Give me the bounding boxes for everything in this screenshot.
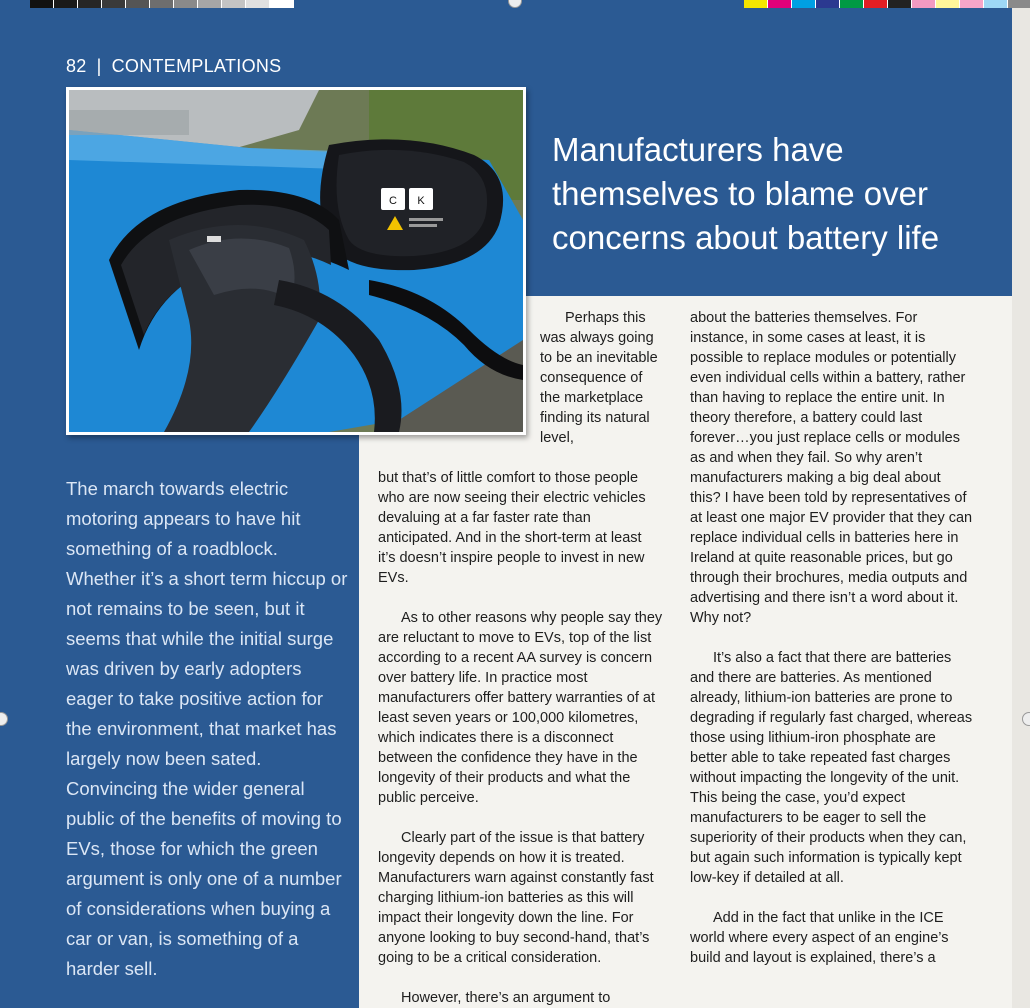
- column1-para2: As to other reasons why people say they are reluctant to move to EVs, top of the list according to a recent AA survey is concern over battery life. In practice most manufacturers offer battery warranties of at least seven years or 100,000 kilometres, which indicates there is a disconnect between the confidence they have in the longevity of their products and what the public perceive.: [378, 610, 663, 806]
- page-edge: [1012, 0, 1030, 1008]
- column2-para2: It’s also a fact that there are batteries and there are batteries. As mentioned already, lithium-ion batteries are prone to degrading if regularly fast charged, whereas those using lithium-iron phosphate are better able to take repeated fast charges without impacting the longevity of the unit. This being the case, you’d expect manufacturers to be eager to sell the superiority of their products when they can, but again such information is typically kept low-key if detailed at all.: [690, 650, 973, 886]
- header-separator: |: [96, 56, 102, 76]
- badge-k-text: K: [417, 195, 425, 207]
- badge-c-text: C: [389, 195, 397, 207]
- pull-quote: The march towards electric motoring appears to have hit something of a roadblock. Whether it’s a short term hiccup or not remains to be seen, but it seems that while the initial surge was driven by early adopters eager to take positive action for the environment, that market has largely now been sated. Convincing the wider general public of the benefits of moving to EVs, those for which the green argument is only one of a number of considerations when buying a car or van, is something of a harder sell.: [66, 478, 348, 979]
- section-title: CONTEMPLATIONS: [111, 56, 282, 76]
- column1: [378, 468, 663, 1008]
- ev-charging-photo: [66, 87, 526, 435]
- column2-para1: about the batteries themselves. For instance, in some cases at least, it is possible to replace modules or potentially even individual cells within a battery, rather than having to replace the entire unit. In theory therefore, a battery could last forever…you just replace cells or modules as and when they fail. So why aren’t manufacturers making a big deal about this? I have been told by representatives of at least one major EV provider that they can replace individual cells in batteries here in Ireland at quite reasonable prices, but go through their brochures, media outputs and advertising and there isn’t a word about it. Why not?: [690, 310, 973, 626]
- grayscale-bar: [30, 0, 294, 8]
- column1-para3: Clearly part of the issue is that battery longevity depends on how it is treated. Manufacturers warn against constantly fast charging lithium-ion batteries as this will impact their longevity down the line. For anyone looking to buy second-hand, that’s going to be a critical consideration.: [378, 830, 654, 966]
- ev-charging-illustration: [69, 90, 523, 432]
- column1-para1-rest: but that’s of little comfort to those people who are now seeing their electric vehicles devaluing at a far faster rate than anticipated. And in the short-term at least it’s doesn’t inspire people to invest in new EVs.: [378, 470, 646, 586]
- column1-para4: However, there’s an argument to: [401, 990, 611, 1006]
- article-headline: Manufacturers have themselves to blame over concerns about battery life: [552, 131, 940, 256]
- registration-mark-icon: [1022, 712, 1030, 726]
- running-head: [66, 56, 282, 77]
- column2: [690, 308, 975, 968]
- color-calibration-bar: [744, 0, 1030, 8]
- column1-top-paragraph: [540, 308, 658, 448]
- column1-para1-start: Perhaps this was always going to be an inevitable consequence of the marketplace finding its natural level,: [540, 310, 658, 446]
- page-number: 82: [66, 56, 87, 76]
- column2-para3: Add in the fact that unlike in the ICE world where every aspect of an engine’s build and layout is explained, there’s a: [690, 910, 949, 966]
